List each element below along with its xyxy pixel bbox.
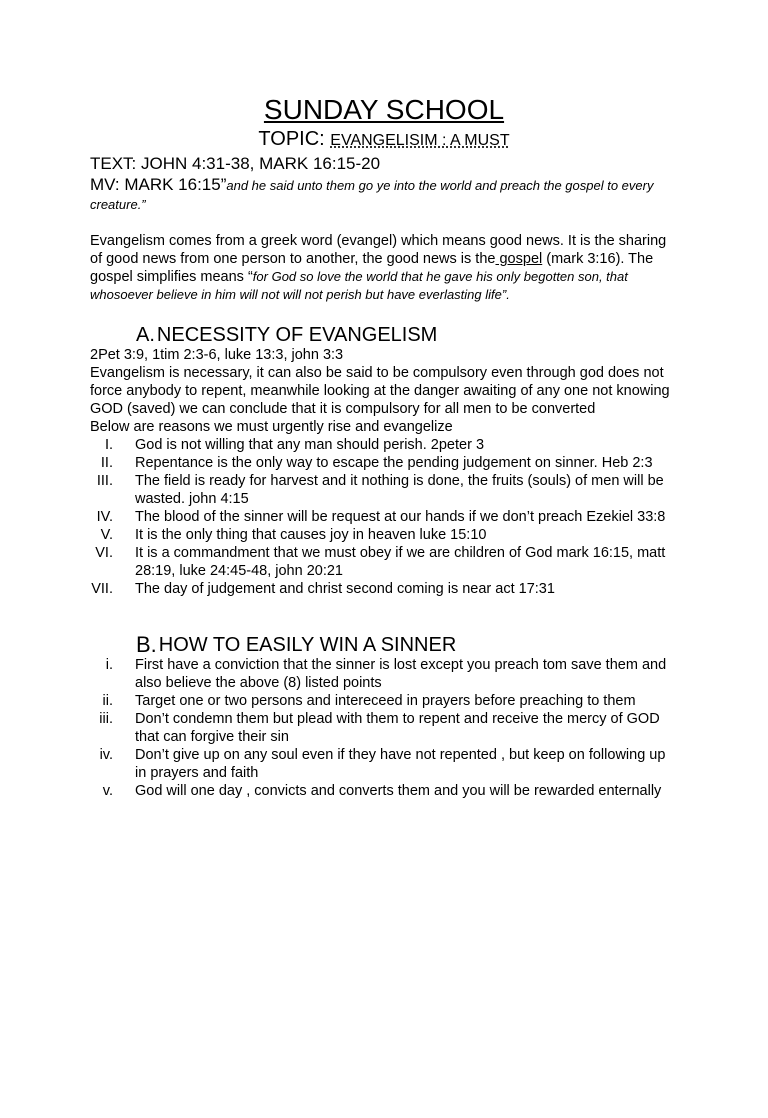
- document-page: [0, 94, 768, 1118]
- topic-value: EVANGELISIM : A MUST: [330, 132, 510, 149]
- list-item-text: God is not willing that any man should perish. 2peter 3: [135, 437, 485, 453]
- list-item: [90, 656, 678, 692]
- section-a-body: Evangelism is necessary, it can also be said to be compulsory even through god does not force anybody to repent, meanwhile looking at the danger awaiting of any one not knowing GOD (saved) we can conclude that it is compulsory for all men to be converted: [90, 365, 670, 417]
- section-a-heading: [90, 324, 678, 346]
- intro-paragraph: [90, 232, 678, 304]
- section-b-list: [90, 656, 678, 800]
- list-item-number: ii.: [102, 693, 113, 709]
- section-b-heading: [90, 634, 678, 656]
- list-item-text: The day of judgement and christ second coming is near act 17:31: [135, 581, 555, 597]
- list-item-text: It is the only thing that causes joy in heaven luke 15:10: [135, 527, 487, 543]
- intro-text-part2: (mark 3:16). The gospel simplifies means “: [90, 251, 654, 285]
- list-item: [90, 436, 678, 454]
- list-item-text: Target one or two persons and intereceed in prayers before preaching to them: [135, 693, 636, 709]
- memory-verse-quote: and he said unto them go ye into the world and preach the gospel to every creature.”: [90, 178, 654, 212]
- list-item-number: iv.: [99, 747, 113, 763]
- list-item: [90, 544, 678, 580]
- list-item: [90, 692, 678, 710]
- list-item-text: God will one day , convicts and converts them and you will be rewarded enternally: [135, 783, 662, 799]
- list-item-number: v.: [102, 783, 113, 799]
- list-item-number: II.: [100, 455, 113, 471]
- list-item-number: IV.: [96, 509, 113, 525]
- list-item: [90, 746, 678, 782]
- list-item-text: It is a commandment that we must obey if we are children of God mark 16:15, matt 28:19, luke 24:45-48, john 20:21: [135, 545, 666, 579]
- list-item: [90, 710, 678, 746]
- list-item: [90, 454, 678, 472]
- text-reference-line: TEXT: JOHN 4:31-38, MARK 16:15-20: [90, 154, 381, 173]
- list-item-number: I.: [104, 437, 113, 453]
- intro-quote-end: ”.: [501, 287, 510, 302]
- section-a-list: [90, 436, 678, 598]
- list-item-text: The blood of the sinner will be request at our hands if we don’t preach Ezekiel 33:8: [135, 509, 666, 525]
- list-item-number: III.: [96, 473, 113, 489]
- section-b-title: HOW TO EASILY WIN A SINNER: [158, 634, 457, 656]
- list-item-text: Don’t condemn them but plead with them to repent and receive the mercy of GOD that can forgive their sin: [135, 711, 660, 745]
- section-a-title: NECESSITY OF EVANGELISM: [156, 324, 438, 346]
- section-a-letter: A.: [136, 324, 155, 346]
- list-item-number: V.: [100, 527, 113, 543]
- section-a-lead: Below are reasons we must urgently rise and evangelize: [90, 419, 453, 435]
- list-item: [90, 580, 678, 598]
- list-item-text: Don’t give up on any soul even if they have not repented , but keep on following up in prayers and faith: [135, 747, 666, 781]
- list-item-text: First have a conviction that the sinner is lost except you preach tom save them and also believe the above (8) listed points: [135, 657, 667, 691]
- document-title: SUNDAY SCHOOL: [263, 94, 505, 125]
- list-item-number: i.: [105, 657, 113, 673]
- intro-text-part1: Evangelism comes from a greek word (evangel) which means good news. It is the sharing of good news from one person to another, the good news is the: [90, 233, 667, 267]
- intro-quote: for God so love the world that he gave his only begotten son, that whosoever believe in him will not will not perish but have everlasting life: [90, 269, 628, 302]
- list-item: [90, 508, 678, 526]
- list-item-number: VII.: [91, 581, 113, 597]
- memory-verse-label: MV: MARK 16:15”: [90, 175, 227, 194]
- list-item-text: Repentance is the only way to escape the pending judgement on sinner. Heb 2:3: [135, 455, 653, 471]
- topic-line: [90, 127, 678, 153]
- memory-verse: [90, 176, 678, 214]
- list-item-number: iii.: [99, 711, 113, 727]
- list-item: [90, 472, 678, 508]
- topic-label: TOPIC:: [258, 128, 325, 150]
- section-b-letter: B.: [136, 632, 157, 657]
- section-a-refs: 2Pet 3:9, 1tim 2:3-6, luke 13:3, john 3:3: [90, 347, 344, 363]
- list-item: [90, 782, 678, 800]
- list-item: [90, 526, 678, 544]
- gospel-word: gospel: [495, 251, 543, 267]
- list-item-text: The field is ready for harvest and it nothing is done, the fruits (souls) of men will be wasted. john 4:15: [135, 473, 664, 507]
- list-item-number: VI.: [95, 545, 113, 561]
